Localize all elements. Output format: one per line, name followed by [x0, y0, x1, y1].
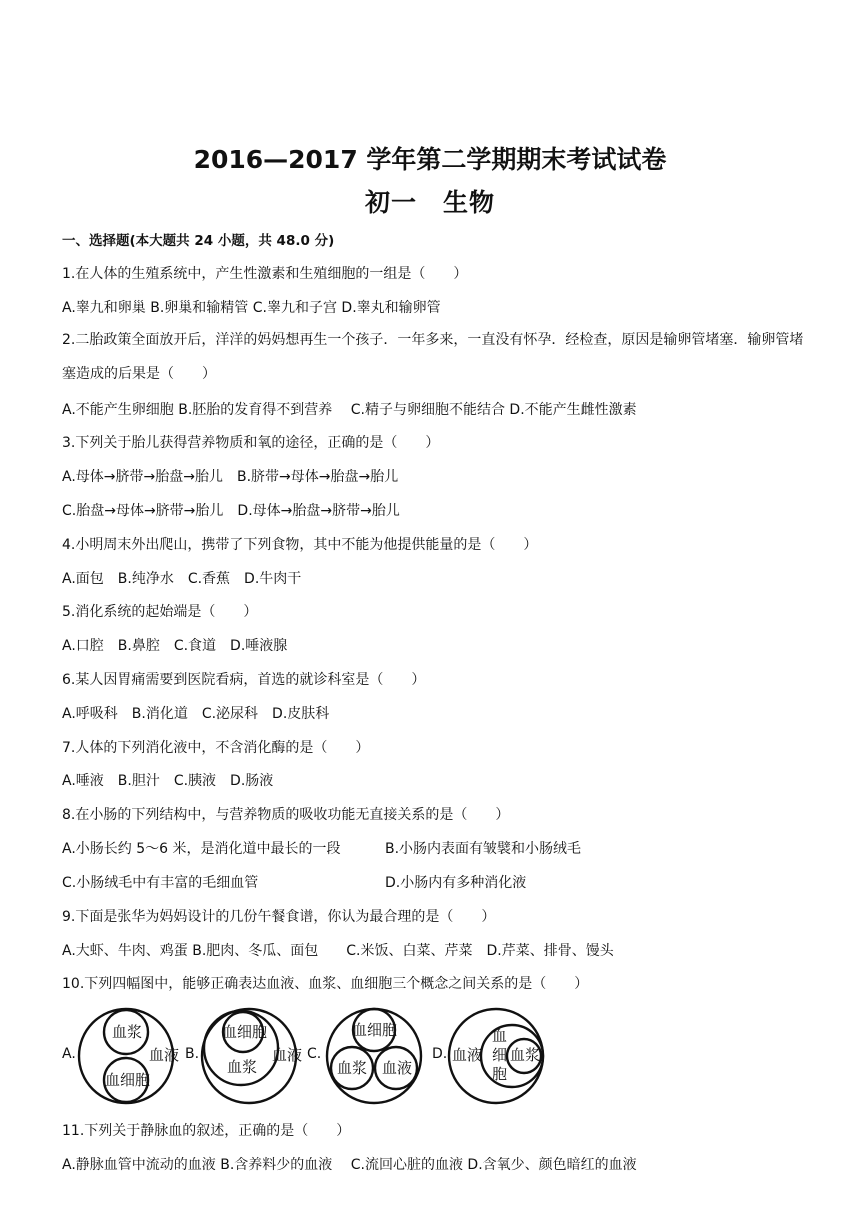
q10-diagram-d — [446, 1006, 550, 1106]
question-3-stem: 3.下列关于胎儿获得营养物质和氧的途径，正确的是（ ） — [62, 435, 440, 451]
diagram-d-plasma-label: 血浆 — [510, 1046, 541, 1064]
question-8-option-b: B.小肠内表面有皱襞和小肠绒毛 — [385, 841, 582, 857]
question-5-stem: 5.消化系统的起始端是（ ） — [62, 604, 258, 620]
q10-diagram-a — [76, 1006, 180, 1106]
question-6-options: A.呼吸科 B.消化道 C.泌尿科 D.皮肤科 — [62, 706, 330, 722]
diagram-a-blood-label: 血液 — [149, 1046, 180, 1064]
section-heading: 一、选择题(本大题共 24 小题，共 48.0 分) — [62, 233, 335, 249]
q10-option-a-label: A. — [62, 1046, 76, 1062]
question-9-options: A.大虾、牛肉、鸡蛋 B.肥肉、冬瓜、面包 C.米饭、白菜、芹菜 D.芹菜、排骨、馒头 — [62, 943, 614, 959]
diagram-b-cells-label: 血细胞 — [222, 1023, 268, 1041]
question-7-options: A.唾液 B.胆汁 C.胰液 D.肠液 — [62, 773, 274, 789]
question-3-options-ab: A.母体→脐带→胎盘→胎儿 B.脐带→母体→胎盘→胎儿 — [62, 469, 399, 485]
question-8-option-a: A.小肠长约 5～6 米，是消化道中最长的一段 — [62, 841, 341, 857]
diagram-d-blood-label: 血液 — [452, 1046, 483, 1064]
question-11-stem: 11.下列关于静脉血的叙述，正确的是（ ） — [62, 1123, 351, 1139]
question-8-option-c: C.小肠绒毛中有丰富的毛细血管 — [62, 875, 259, 891]
diagram-d-cells-char-3: 胞 — [492, 1065, 508, 1083]
question-6-stem: 6.某人因胃痛需要到医院看病，首选的就诊科室是（ ） — [62, 672, 426, 688]
q10-option-d-label: D. — [432, 1046, 448, 1062]
q10-diagram-b — [199, 1006, 303, 1106]
exam-subtitle: 初一 生物 — [364, 188, 495, 217]
q10-option-c-label: C. — [307, 1046, 322, 1062]
exam-title: 2016—2017 学年第二学期期末考试试卷 — [193, 145, 667, 174]
diagram-c-plasma-label: 血浆 — [337, 1059, 368, 1077]
diagram-a-cells-label: 血细胞 — [105, 1071, 151, 1089]
diagram-d-cells-char-1: 血 — [492, 1027, 508, 1045]
diagram-b-blood-label: 血液 — [272, 1046, 303, 1064]
question-8-stem: 8.在小肠的下列结构中，与营养物质的吸收功能无直接关系的是（ ） — [62, 807, 510, 823]
question-9-stem: 9.下面是张华为妈妈设计的几份午餐食谱，你认为最合理的是（ ） — [62, 909, 496, 925]
question-4-options: A.面包 B.纯净水 C.香蕉 D.牛肉干 — [62, 571, 302, 587]
question-5-options: A.口腔 B.鼻腔 C.食道 D.唾液腺 — [62, 638, 288, 654]
question-1-options: A.睾九和卵巢 B.卵巢和输精管 C.睾九和子宫 D.睾丸和输卵管 — [62, 300, 441, 316]
q10-option-b-label: B. — [185, 1046, 200, 1062]
diagram-d-cells-char-2: 细 — [492, 1046, 508, 1064]
question-7-stem: 7.人体的下列消化液中，不含消化酶的是（ ） — [62, 740, 370, 756]
question-1-stem: 1.在人体的生殖系统中，产生性激素和生殖细胞的一组是（ ） — [62, 266, 468, 282]
question-2-options: A.不能产生卵细胞 B.胚胎的发育得不到营养 C.精子与卵细胞不能结合 D.不能产生雌性激素 — [62, 402, 637, 418]
question-11-options: A.静脉血管中流动的血液 B.含养料少的血液 C.流回心脏的血液 D.含氧少、颜色暗红的血液 — [62, 1157, 637, 1173]
question-10-stem: 10.下列四幅图中，能够正确表达血液、血浆、血细胞三个概念之间关系的是（ ） — [62, 976, 589, 992]
q10-diagram-c — [322, 1006, 426, 1106]
diagram-c-blood-label: 血液 — [382, 1059, 413, 1077]
diagram-c-cells-label: 血细胞 — [352, 1021, 398, 1039]
question-4-stem: 4.小明周末外出爬山，携带了下列食物，其中不能为他提供能量的是（ ） — [62, 537, 538, 553]
diagram-b-plasma-label: 血浆 — [227, 1058, 258, 1076]
diagram-a-plasma-label: 血浆 — [112, 1023, 143, 1041]
question-8-option-d: D.小肠内有多种消化液 — [385, 875, 527, 891]
question-3-options-cd: C.胎盘→母体→脐带→胎儿 D.母体→胎盘→脐带→胎儿 — [62, 503, 400, 519]
question-2-stem: 2.二胎政策全面放开后，洋洋的妈妈想再生一个孩子．一年多来，一直没有怀孕．经检查，原因是输卵管堵塞．输卵管堵塞造成的后果是（ ） — [62, 332, 804, 382]
